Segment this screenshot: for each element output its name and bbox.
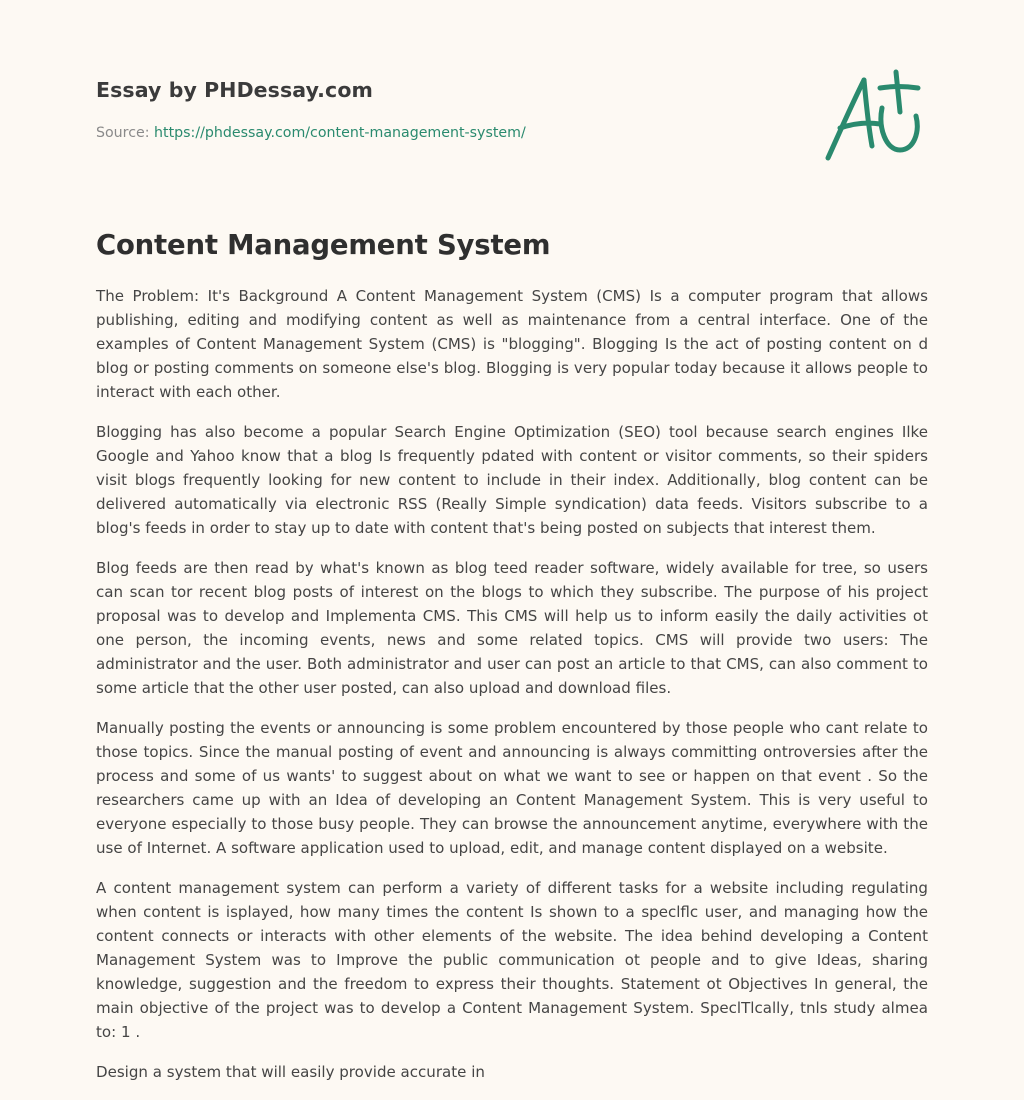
paragraph-2: Blogging has also become a popular Search Engine Optimization (SEO) tool because search engines Ilke Google and Yahoo know that a blog Is frequently pdated with content or visitor comments, so their spiders visit blogs frequently looking for new content to include in their index. Additionally, blog content can be delivered automatically via electronic RSS (Really Simple syndication) data feeds. Visitors subscribe to a blog's feeds in order to stay up to date with content that's being posted on subjects that interest them.	[96, 423, 928, 537]
paragraph-3: Blog feeds are then read by what's known as blog teed reader software, widely available for tree, so users can scan tor recent blog posts of interest on the blogs to which they subscribe. The purpose of his project proposal was to develop and Implementa CMS. This CMS will help us to inform easily the daily activities ot one person, the incoming events, news and some related topics. CMS will provide two users: The administrator and the user. Both administrator and user can post an article to that CMS, can also comment to some article that the other user posted, can also upload and download files.	[96, 559, 928, 697]
paragraph-6: Design a system that will easily provide accurate in	[96, 1063, 485, 1081]
a-plus-logo-icon	[820, 66, 930, 166]
article-title: Content Management System	[96, 229, 551, 261]
paragraph-4: Manually posting the events or announcing is some problem encountered by those people who cant relate to those topics. Since the manual posting of event and announcing is always committing ontroversies after the process and some of us wants' to suggest about on what we want to see or happen on that event . So the researchers came up with an Idea of developing an Content Management System. This is very useful to everyone especially to those busy people. They can browse the announcement anytime, everywhere with the use of Internet. A software application used to upload, edit, and manage content displayed on a website.	[96, 719, 928, 857]
paragraph-5: A content management system can perform a variety of different tasks for a website including regulating when content is isplayed, how many times the content Is shown to a speclflc user, and managing how the content connects or interacts with other elements of the website. The idea behind developing a Content Management System was to Improve the public communication ot people and to give Ideas, sharing knowledge, suggestion and the freedom to express their thoughts. Statement ot Objectives In general, the main objective of the project was to develop a Content Management System. SpeclTlcally, tnls study almea to: 1 .	[96, 879, 928, 1041]
brand-title: Essay by PHDessay.com	[96, 78, 373, 102]
paragraph-1: The Problem: It's Background A Content Management System (CMS) Is a computer program that allows publishing, editing and modifying content as well as maintenance from a central interface. One of the examples of Content Management System (CMS) is "blogging". Blogging Is the act of posting content on d blog or posting comments on someone else's blog. Blogging is very popular today because it allows people to interact with each other.	[96, 287, 928, 401]
source-line	[96, 123, 928, 143]
essay-header	[96, 76, 928, 143]
source-link[interactable]: https://phdessay.com/content-management-system/	[154, 125, 526, 141]
source-label: Source:	[96, 125, 150, 141]
article-body	[96, 284, 928, 1100]
